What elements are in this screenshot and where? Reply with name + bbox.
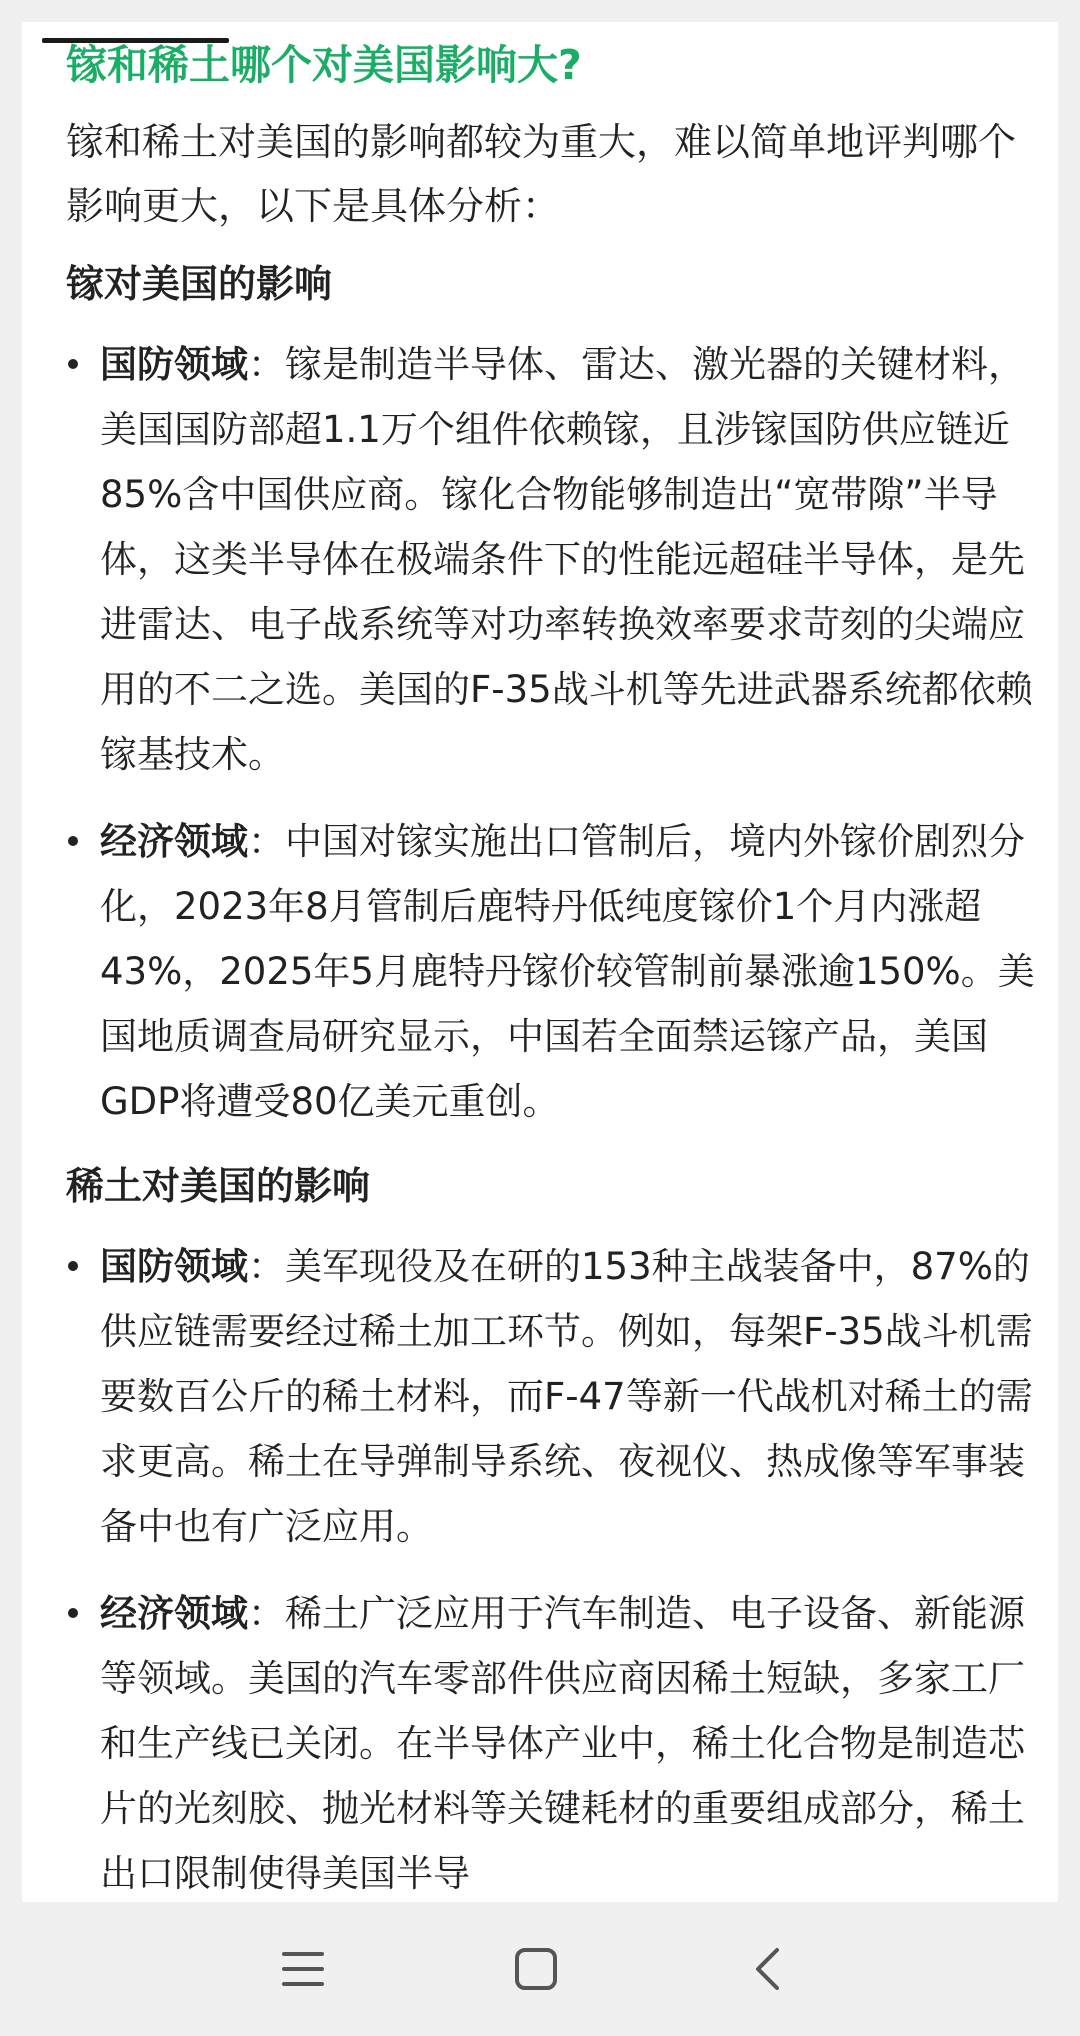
bullet-item [66, 1581, 1041, 1902]
answer-card [22, 22, 1058, 1902]
menu-icon [281, 1949, 325, 1989]
bullet-list [66, 332, 1041, 1134]
bullet-text: ：美军现役及在研的153种主战装备中，87%的供应链需要经过稀土加工环节。例如，每架F-35战斗机需要数百公斤的稀土材料，而F-47等新一代战机对稀土的需求更高。稀土在导弹制导系统、夜视仪、热成像等军事装备中也有广泛应用。 [100, 1245, 1033, 1548]
back-button[interactable] [722, 1924, 812, 2014]
system-navigation-bar [0, 1902, 1080, 2036]
home-button[interactable] [491, 1924, 581, 2014]
section-heading: 镓对美国的影响 [66, 262, 333, 306]
bullet-text: ：稀土广泛应用于汽车制造、电子设备、新能源等领域。美国的汽车零部件供应商因稀土短缺，多家工厂和生产线已关闭。在半导体产业中，稀土化合物是制造芯片的光刻胶、抛光材料等关键耗材的重要组成部分，稀土出口限制使得美国半导 [100, 1592, 1025, 1895]
bullet-label: 经济领域 [100, 820, 248, 863]
bullet-label: 国防领域 [100, 1245, 248, 1288]
bullet-dot-icon [68, 1608, 78, 1618]
back-chevron-icon [752, 1946, 782, 1992]
section-heading: 稀土对美国的影响 [66, 1164, 371, 1208]
section-rare-earth [66, 1156, 1041, 1902]
bullet-item [66, 809, 1041, 1134]
bullet-item [66, 332, 1041, 787]
intro-paragraph: 镓和稀土对美国的影响都较为重大，难以简单地评判哪个影响更大，以下是具体分析： [66, 120, 1017, 228]
bullet-item [66, 1234, 1041, 1559]
bullet-text: ：中国对镓实施出口管制后，境内外镓价剧烈分化，2023年8月管制后鹿特丹低纯度镓价1个月内涨超43%，2025年5月鹿特丹镓价较管制前暴涨逾150%。美国地质调查局研究显示，中国若全面禁运镓产品，美国GDP将遭受80亿美元重创。 [100, 820, 1035, 1123]
answer-content [66, 34, 1041, 1902]
bullet-text: ：镓是制造半导体、雷达、激光器的关键材料，美国国防部超1.1万个组件依赖镓，且涉镓国防供应链近85%含中国供应商。镓化合物能够制造出“宽带隙”半导体，这类半导体在极端条件下的性能远超硅半导体，是先进雷达、电子战系统等对功率转换效率要求苛刻的尖端应用的不二之选。美国的F-35战斗机等先进武器系统都依赖镓基技术。 [100, 343, 1033, 776]
bullet-dot-icon [68, 359, 78, 369]
bullet-list [66, 1234, 1041, 1902]
bullet-dot-icon [68, 1261, 78, 1271]
bullet-label: 国防领域 [100, 343, 248, 386]
menu-button[interactable] [258, 1924, 348, 2014]
bullet-dot-icon [68, 836, 78, 846]
section-gallium [66, 254, 1041, 1134]
bullet-label: 经济领域 [100, 1592, 248, 1635]
home-square-icon [514, 1947, 558, 1991]
question-title: 镓和稀土哪个对美国影响大? [66, 41, 582, 89]
